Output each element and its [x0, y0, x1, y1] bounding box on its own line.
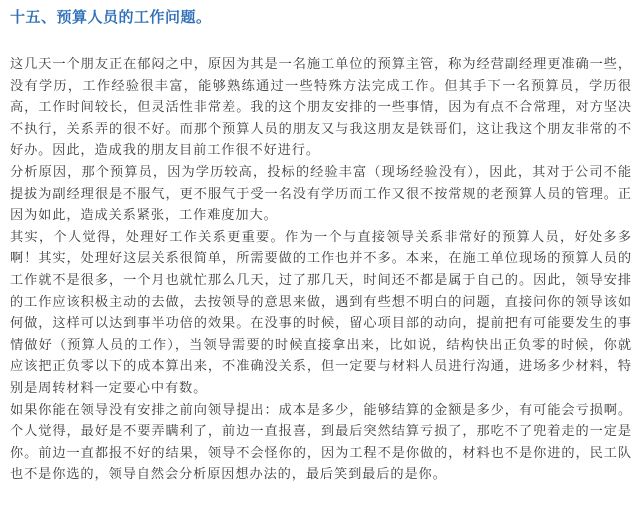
paragraph-3: 其实，个人觉得，处理好工作关系更重要。作为一个与直接领导关系非常好的预算人员，好处多多啊！其实，处理好这层关系很简单，所需要做的工作也并不多。本来，在施工单位现场的预算人员的工作就不是很多，一个月也就忙那么几天，过了那几天，时间还不都是属于自己的。因此，领导安排的工作应该积极主动的去做，去按领导的意思来做，遇到有些想不明白的问题，直接问你的领导该如何做，这样可以达到事半功倍的效果。在没事的时候，留心项目部的动向，提前把有可能要发生的事情做好（预算人员的工作），当领导需要的时候直接拿出来，比如说，结构快出正负零的时候，你就应该把正负零以下的成本算出来，不准确没关系，但一定要与材料人员进行沟通，进场多少材料，特别是周转材料一定要心中有数。 [10, 229, 632, 396]
article-body [10, 54, 632, 486]
paragraph-4: 如果你能在领导没有安排之前向领导提出：成本是多少，能够结算的金额是多少，有可能会亏损啊。个人觉得，最好是不要弄瞒利了，前边一直报喜，到最后突然结算亏损了，那吃不了兜着走的一定是你。前边一直都报不好的结果，领导不会怪你的，因为工程不是你做的，材料也不是你进的，民工队也不是你选的，领导自然会分析原因想办法的，最后笑到最后的是你。 [10, 402, 632, 483]
paragraph-1: 这几天一个朋友正在郁闷之中，原因为其是一名施工单位的预算主管，称为经营副经理更准确一些，没有学历，工作经验很丰富，能够熟练通过一些特殊方法完成工作。但其手下一名预算员，学历很高，工作时间较长，但灵活性非常差。我的这个朋友安排的一些事情，因为有点不合常理，对方坚决不执行，关系弄的很不好。而那个预算人员的朋友又与我这朋友是铁哥们，这让我这个朋友非常的不好办。因此，造成我的朋友目前工作很不好进行。 [10, 57, 632, 159]
paragraph-2: 分析原因，那个预算员，因为学历较高，投标的经验丰富（现场经验没有），因此，其对于公司不能提拔为副经理很是不服气，更不服气于受一名没有学历而工作又很不按常规的老预算人员的管理。正因为如此，造成关系紧张，工作难度加大。 [10, 164, 632, 224]
section-heading: 十五、预算人员的工作问题。 [10, 8, 212, 26]
